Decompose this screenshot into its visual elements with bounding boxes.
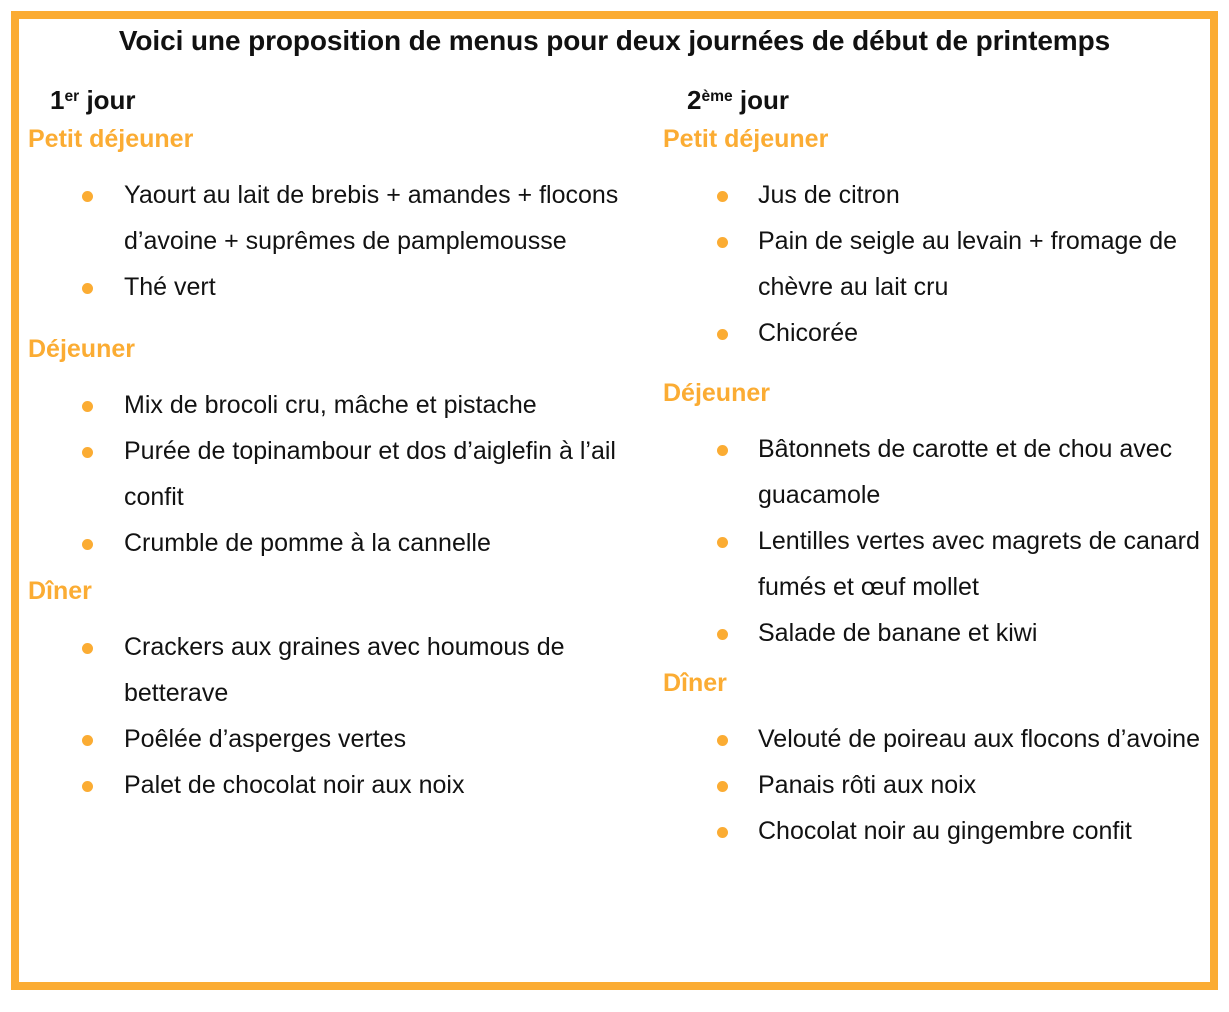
- list-item: [663, 808, 1223, 854]
- list-item-text: Jus de citron: [758, 181, 900, 209]
- bullet-icon: [82, 735, 93, 746]
- list-item: [663, 518, 1223, 610]
- bullet-icon: [717, 537, 728, 548]
- day-2-ordinal-suffix: ème: [701, 87, 733, 105]
- list-item-text: Purée de topinambour et dos d’aiglefin à l’ail confit: [124, 437, 616, 511]
- list-item-text: Crackers aux graines avec houmous de betterave: [124, 633, 565, 707]
- list-item-text: Thé vert: [124, 273, 216, 301]
- meal-block-lunch-day2: [663, 378, 1223, 656]
- meal-title-breakfast-day1: Petit déjeuner: [28, 125, 194, 153]
- meal-title-lunch-day1: Déjeuner: [28, 335, 135, 363]
- page-title: Voici une proposition de menus pour deux journées de début de printemps: [118, 25, 1111, 56]
- meal-block-breakfast-day1: [28, 124, 628, 310]
- list-item-text: Yaourt au lait de brebis + amandes + flocons d’avoine + suprêmes de pamplemousse: [124, 181, 619, 255]
- bullet-icon: [717, 237, 728, 248]
- list-item: [663, 218, 1223, 310]
- list-item-text: Crumble de pomme à la cannelle: [124, 529, 491, 557]
- list-item-text: Bâtonnets de carotte et de chou avec guacamole: [758, 435, 1173, 509]
- list-item: [28, 624, 628, 716]
- list-item-text: Velouté de poireau aux flocons d’avoine: [758, 725, 1200, 753]
- bullet-icon: [717, 629, 728, 640]
- meal-title-breakfast-day2: Petit déjeuner: [663, 125, 829, 153]
- meal-items-breakfast-day2: [663, 172, 1223, 356]
- day-1-ordinal-suffix: er: [64, 87, 80, 105]
- day-2-heading: [687, 84, 1223, 124]
- bullet-icon: [717, 827, 728, 838]
- list-item: [28, 264, 628, 310]
- list-item: [28, 428, 628, 520]
- list-item-text: Pain de seigle au levain + fromage de chèvre au lait cru: [758, 227, 1178, 301]
- list-item-text: Poêlée d’asperges vertes: [124, 725, 407, 753]
- bullet-icon: [717, 191, 728, 202]
- list-item: [28, 382, 628, 428]
- bullet-icon: [82, 447, 93, 458]
- meal-items-dinner-day2: [663, 716, 1223, 854]
- day-column-2: [663, 84, 1223, 854]
- list-item: [663, 310, 1223, 356]
- list-item: [663, 426, 1223, 518]
- bullet-icon: [82, 539, 93, 550]
- bullet-icon: [717, 445, 728, 456]
- list-item-text: Chocolat noir au gingembre confit: [758, 817, 1132, 845]
- list-item-text: Lentilles vertes avec magrets de canard fumés et œuf mollet: [758, 527, 1200, 601]
- list-item-text: Mix de brocoli cru, mâche et pistache: [124, 391, 537, 419]
- meal-items-dinner-day1: [28, 624, 628, 808]
- list-item-text: Chicorée: [758, 319, 859, 347]
- meal-items-lunch-day1: [28, 382, 628, 566]
- meal-items-breakfast-day1: [28, 172, 628, 310]
- meal-title-dinner-day1: Dîner: [28, 577, 92, 605]
- meal-block-lunch-day1: [28, 334, 628, 566]
- meal-block-dinner-day2: [663, 668, 1223, 854]
- list-item: [663, 716, 1223, 762]
- bullet-icon: [717, 329, 728, 340]
- bullet-icon: [717, 735, 728, 746]
- bullet-icon: [82, 283, 93, 294]
- bullet-icon: [717, 781, 728, 792]
- bullet-icon: [82, 643, 93, 654]
- meal-block-breakfast-day2: [663, 124, 1223, 356]
- list-item-text: Palet de chocolat noir aux noix: [124, 771, 465, 799]
- list-item: [663, 172, 1223, 218]
- meal-block-dinner-day1: [28, 576, 628, 808]
- day-2-word: jour: [732, 85, 790, 115]
- list-item-text: Salade de banane et kiwi: [758, 619, 1038, 647]
- meal-title-lunch-day2: Déjeuner: [663, 379, 770, 407]
- list-item-text: Panais rôti aux noix: [758, 771, 977, 799]
- day-1-number: 1: [50, 85, 65, 115]
- list-item: [28, 520, 628, 566]
- meal-items-lunch-day2: [663, 426, 1223, 656]
- day-1-heading: [50, 84, 628, 124]
- bullet-icon: [82, 401, 93, 412]
- meal-title-dinner-day2: Dîner: [663, 669, 727, 697]
- bullet-icon: [82, 191, 93, 202]
- list-item: [663, 610, 1223, 656]
- day-column-1: [28, 84, 628, 808]
- list-item: [663, 762, 1223, 808]
- list-item: [28, 716, 628, 762]
- bullet-icon: [82, 781, 93, 792]
- list-item: [28, 172, 628, 264]
- day-1-word: jour: [79, 85, 136, 115]
- list-item: [28, 762, 628, 808]
- day-2-number: 2: [687, 85, 702, 115]
